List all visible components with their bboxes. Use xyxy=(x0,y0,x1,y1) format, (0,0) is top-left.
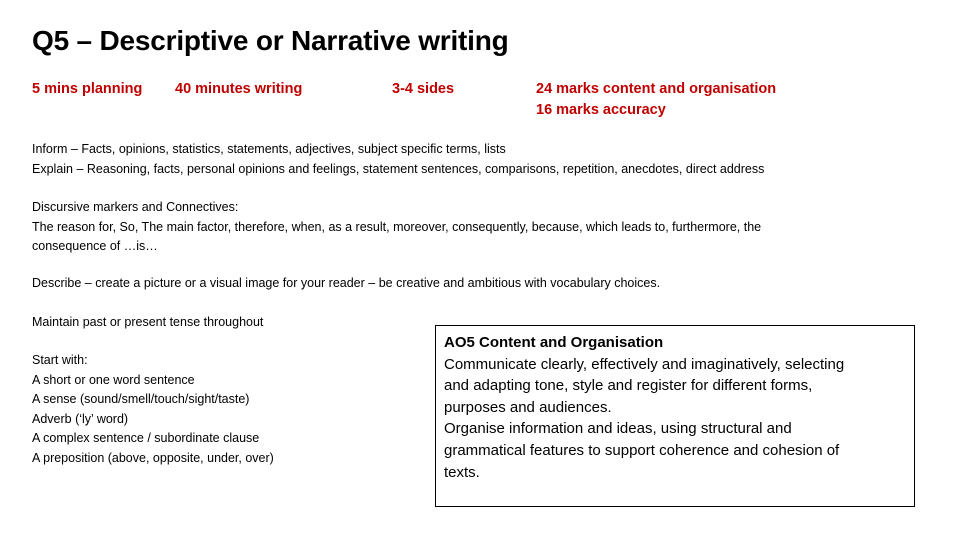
list-item: A sense (sound/smell/touch/sight/taste) xyxy=(32,392,250,406)
ao5-heading: AO5 Content and Organisation xyxy=(444,334,664,351)
inform-line: Inform – Facts, opinions, statistics, statements, adjectives, subject specific terms, lists xyxy=(32,142,506,156)
list-item: A preposition (above, opposite, under, over) xyxy=(32,450,274,465)
ao5-line: grammatical features to support coherence and cohesion of xyxy=(444,441,840,459)
page-title: Q5 – Descriptive or Narrative writing xyxy=(32,25,509,56)
discursive-line: The reason for, So, The main factor, therefore, when, as a result, moreover, consequently, because, which leads to, furthermore, the xyxy=(32,219,762,234)
tense-line: Maintain past or present tense throughout xyxy=(32,315,264,329)
explain-line: Explain – Reasoning, facts, personal opinions and feelings, statement sentences, comparisons, repetition, anecdotes, direct address xyxy=(32,161,765,176)
describe-line: Describe – create a picture or a visual image for your reader – be creative and ambitious with vocabulary choices. xyxy=(32,276,661,290)
marks-accuracy: 16 marks accuracy xyxy=(536,102,666,118)
discursive-heading: Discursive markers and Connectives: xyxy=(32,200,239,214)
ao5-line: texts. xyxy=(444,463,480,481)
ao5-box xyxy=(435,325,915,507)
planning-time: 5 mins planning xyxy=(32,81,143,97)
page-count: 3-4 sides xyxy=(392,81,455,97)
start-with-heading: Start with: xyxy=(32,353,88,367)
discursive-line: consequence of …is… xyxy=(32,239,158,253)
ao5-line: and adapting tone, style and register for different forms, xyxy=(444,377,813,395)
ao5-line: Communicate clearly, effectively and imaginatively, selecting xyxy=(444,355,845,373)
ao5-line: Organise information and ideas, using structural and xyxy=(444,420,792,438)
list-item: A complex sentence / subordinate clause xyxy=(32,431,260,445)
writing-time: 40 minutes writing xyxy=(175,81,303,97)
ao5-line: purposes and audiences. xyxy=(444,398,612,416)
list-item: A short or one word sentence xyxy=(32,372,195,387)
list-item: Adverb (‘ly’ word) xyxy=(32,411,129,426)
start-with-section xyxy=(32,351,274,468)
inform-explain-section xyxy=(32,140,764,179)
discursive-section xyxy=(32,198,761,257)
marks-content: 24 marks content and organisation xyxy=(536,81,777,97)
